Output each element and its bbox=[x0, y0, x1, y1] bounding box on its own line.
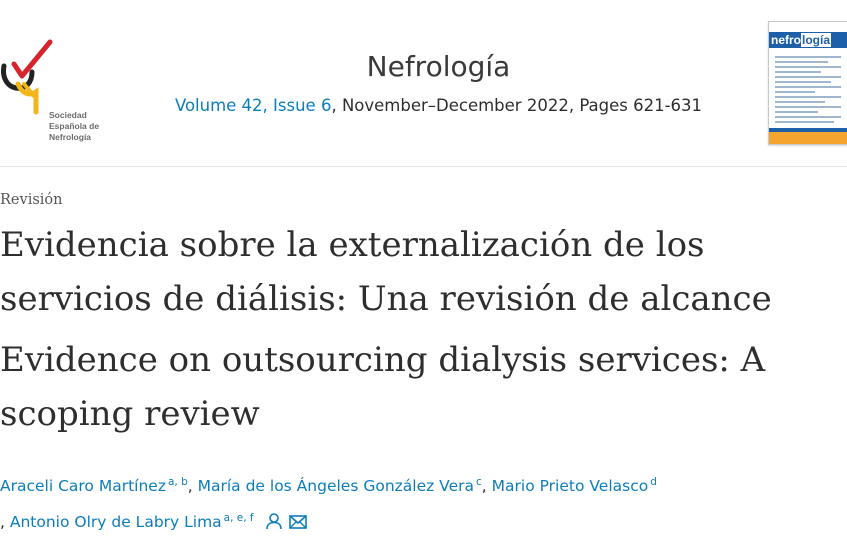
author-affiliation[interactable]: a, e, f bbox=[223, 512, 254, 524]
author-separator: , bbox=[187, 477, 198, 495]
author-affiliation[interactable]: c bbox=[476, 476, 482, 488]
issue-date-pages: , November–December 2022, Pages 621-631 bbox=[331, 96, 703, 115]
society-name-line: Española de bbox=[49, 121, 100, 131]
author-link[interactable]: María de los Ángeles González Vera bbox=[197, 477, 474, 495]
author-line bbox=[0, 502, 847, 541]
article-title-english: Evidence on outsourcing dialysis services: A scoping review bbox=[0, 340, 766, 434]
author-affiliation[interactable]: a, b bbox=[167, 476, 188, 488]
society-name-line: Sociedad bbox=[49, 110, 87, 120]
article-title-spanish: Evidencia sobre la externalización de los servicios de diálisis: Una revisión de alcance bbox=[0, 225, 772, 319]
author-line bbox=[0, 466, 847, 502]
journal-title[interactable]: Nefrología bbox=[366, 50, 511, 83]
author-link[interactable]: Mario Prieto Velasco bbox=[491, 477, 649, 495]
volume-issue-link[interactable]: Volume 42, Issue 6 bbox=[174, 96, 332, 115]
cover-title-part: nefro bbox=[771, 33, 801, 47]
cover-footer bbox=[769, 132, 847, 144]
journal-header bbox=[0, 0, 847, 167]
author-separator: , bbox=[0, 513, 5, 531]
issue-info bbox=[0, 96, 847, 115]
person-icon[interactable] bbox=[265, 509, 283, 541]
journal-cover-image[interactable] bbox=[768, 21, 847, 145]
cover-title bbox=[771, 32, 831, 48]
society-name-line: Nefrología bbox=[49, 132, 92, 142]
author-affiliation[interactable]: d bbox=[650, 476, 657, 488]
author-separator: , bbox=[481, 477, 492, 495]
cover-title-part: logía bbox=[802, 33, 831, 47]
author-link[interactable]: Antonio Olry de Labry Lima bbox=[9, 513, 222, 531]
article-type: Revisión bbox=[0, 192, 63, 208]
cover-content-lines bbox=[775, 56, 841, 126]
author-list bbox=[0, 466, 847, 541]
envelope-icon[interactable] bbox=[289, 509, 307, 541]
author-link[interactable]: Araceli Caro Martínez bbox=[0, 477, 166, 495]
